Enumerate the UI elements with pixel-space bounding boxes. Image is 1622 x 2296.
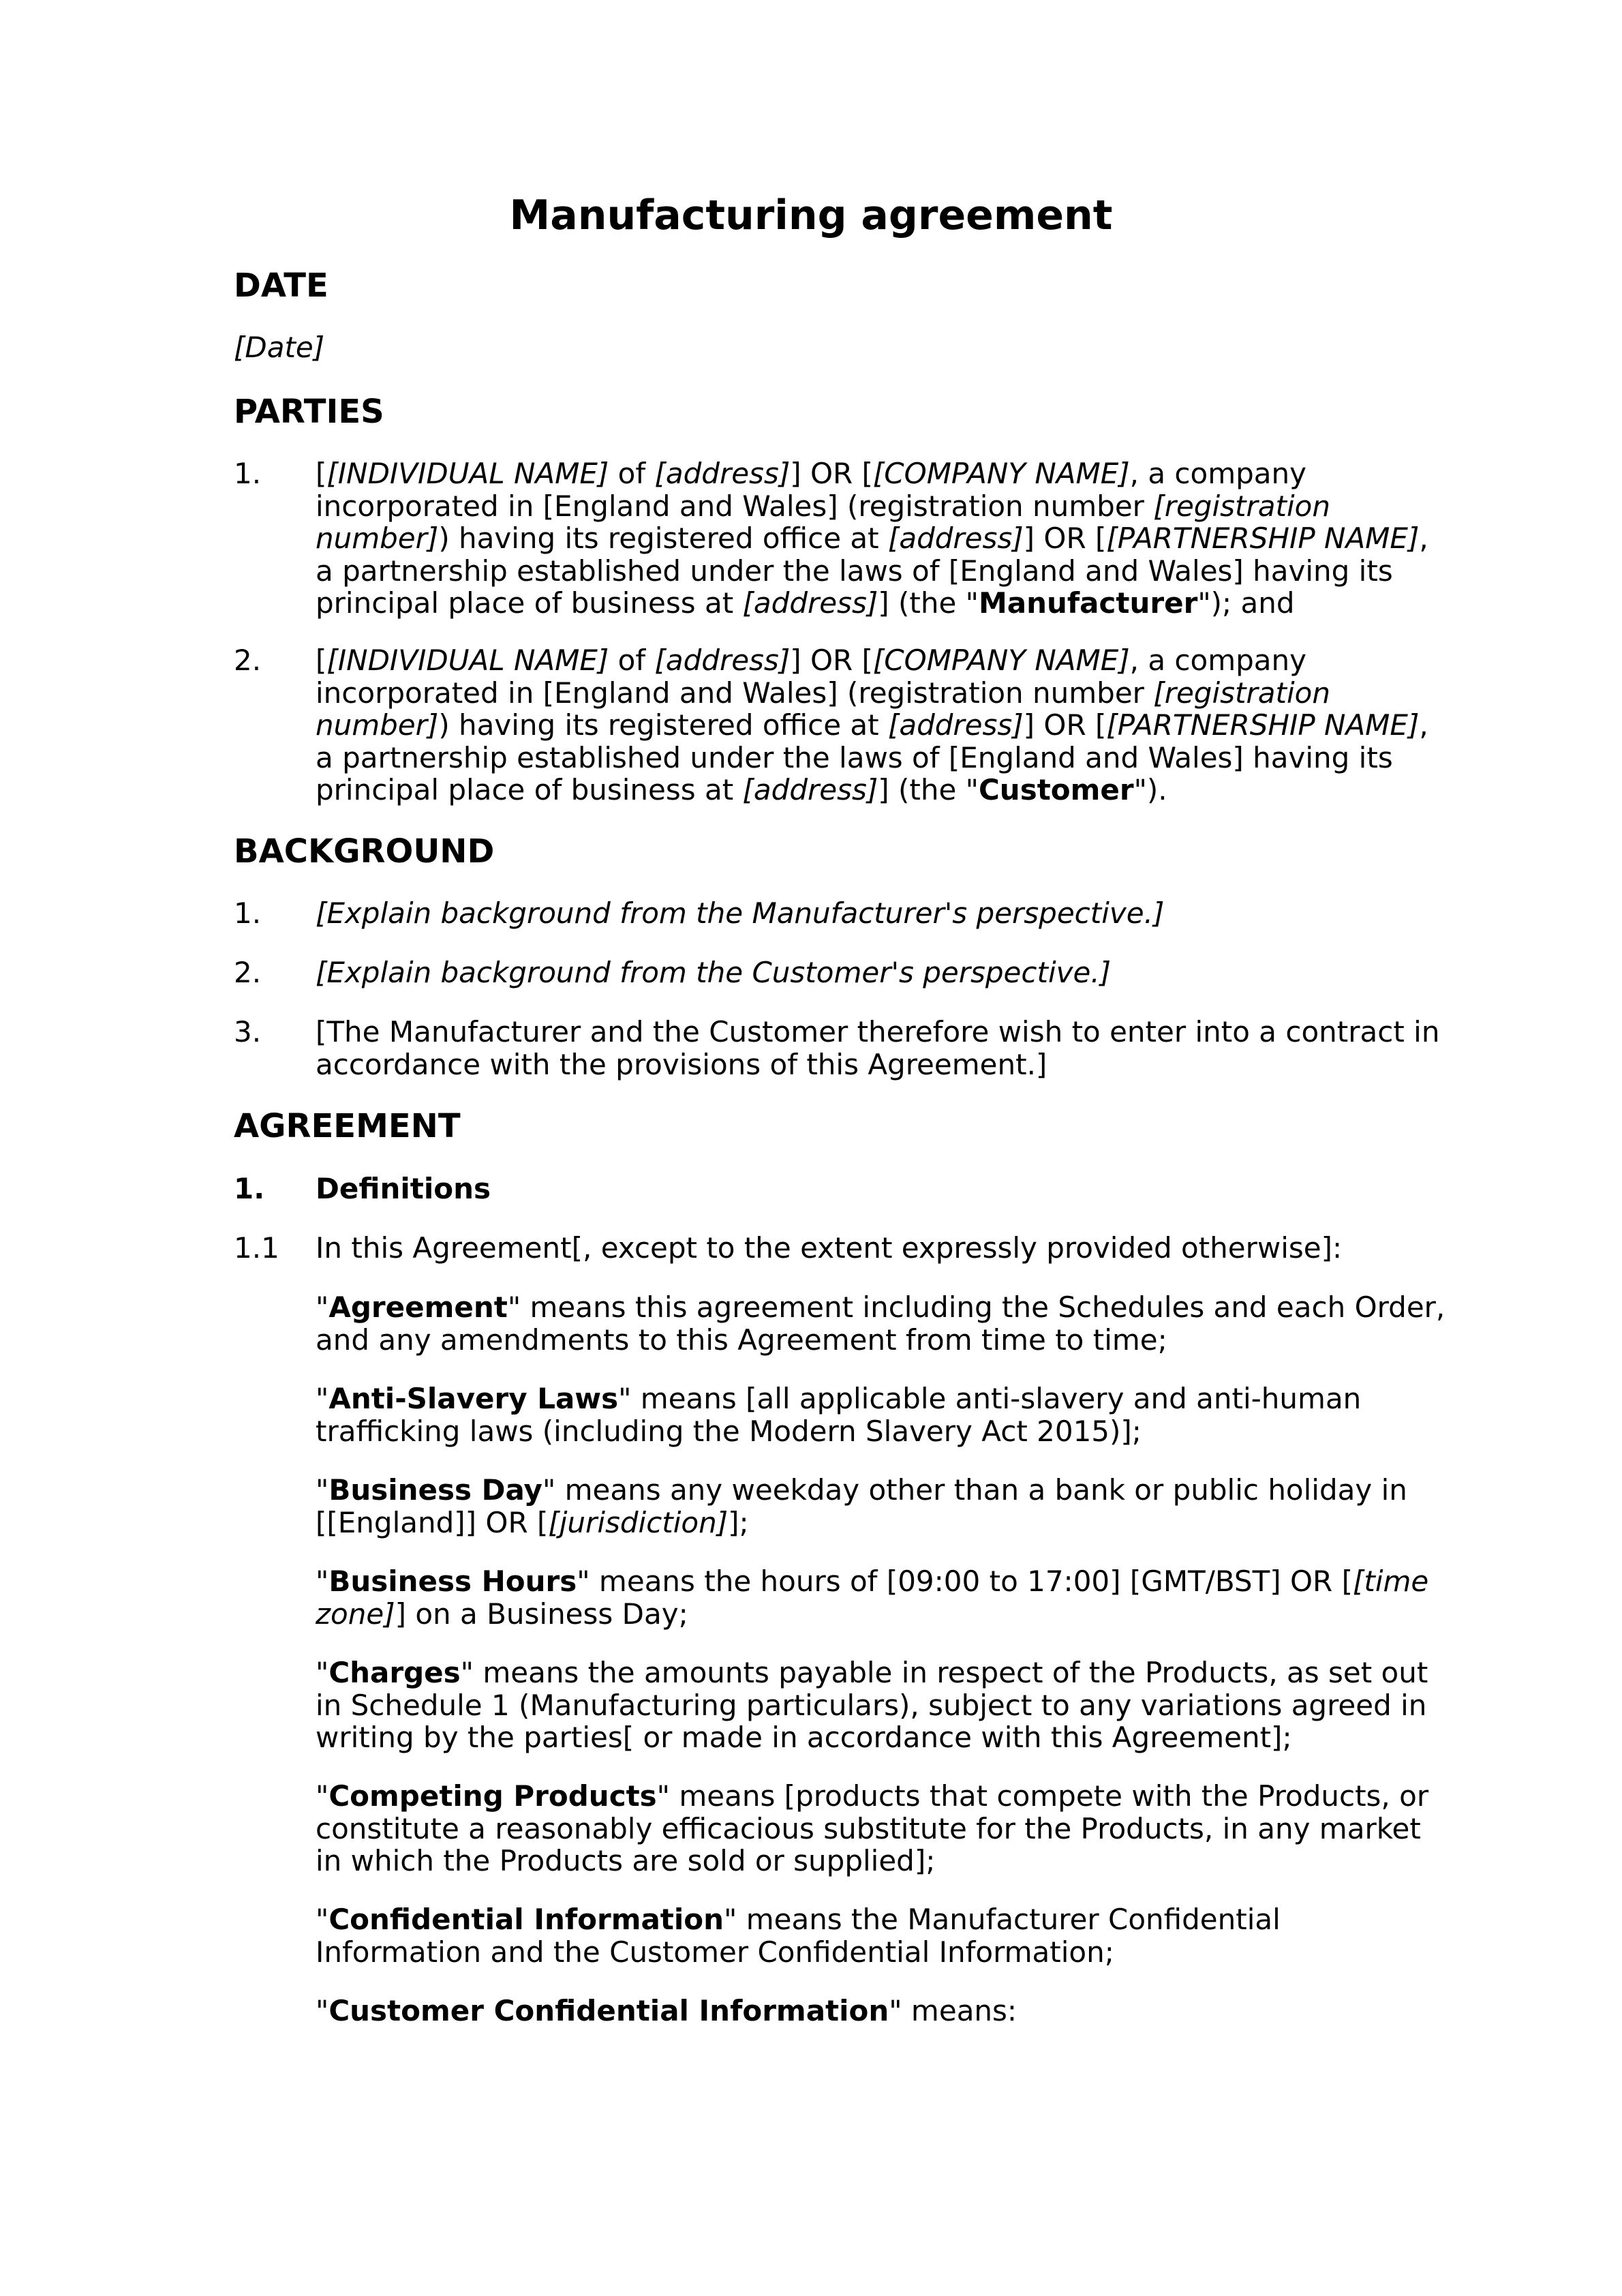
defined-term: Confidential Information (328, 1903, 724, 1936)
defined-term: Charges (328, 1656, 461, 1689)
background-3-number: 3. (234, 1015, 262, 1048)
background-1-text: [Explain background from the Manufacturer's perspective.] (316, 896, 1165, 930)
party-1-number: 1. (234, 457, 262, 490)
definition-agreement: "Agreement" means this agreement including the Schedules and each Order, and any amendments to this Agreement from time to time; (316, 1290, 1445, 1357)
section-1-number: 1. (234, 1172, 265, 1205)
clause-1-1-text: In this Agreement[, except to the extent expressly provided otherwise]: (316, 1231, 1343, 1265)
definition-customer-confidential-information: "Customer Confidential Information" means: (316, 1994, 1017, 2027)
defined-term: Business Hours (328, 1565, 577, 1598)
section-1-title: Definitions (316, 1172, 491, 1205)
definition-business-hours: "Business Hours" means the hours of [09:00 to 17:00] [GMT/BST] OR [[time zone]] on a Business Day; (316, 1565, 1429, 1631)
definition-charges: "Charges" means the amounts payable in respect of the Products, as set out in Schedule 1 (Manufacturing particulars), subject to any variations agreed in writing by the parties[ or made in accordance with this Agreement]; (316, 1656, 1428, 1754)
defined-term: Customer Confidential Information (328, 1994, 889, 2027)
background-2-text: [Explain background from the Customer's perspective.] (316, 956, 1112, 989)
defined-term: Competing Products (328, 1779, 657, 1813)
party-2-number: 2. (234, 644, 262, 677)
defined-term: Agreement (328, 1290, 508, 1324)
definition-anti-slavery-laws: "Anti-Slavery Laws" means [all applicable anti-slavery and anti-human trafficking laws (including the Modern Slavery Act 2015)]; (316, 1382, 1362, 1448)
parties-heading: PARTIES (234, 393, 384, 431)
background-1-number: 1. (234, 896, 262, 930)
date-heading: DATE (234, 267, 328, 305)
defined-term: Anti-Slavery Laws (328, 1382, 619, 1415)
defined-term: Customer (978, 773, 1134, 806)
background-2-number: 2. (234, 956, 262, 989)
definition-business-day: "Business Day" means any weekday other than a bank or public holiday in [[England]] OR [[jurisdiction]]; (316, 1473, 1407, 1539)
background-3-text: [The Manufacturer and the Customer therefore wish to enter into a contract in accordance with the provisions of this Agreement.] (316, 1015, 1440, 1081)
document-title: Manufacturing agreement (509, 192, 1113, 239)
definition-competing-products: "Competing Products" means [products that compete with the Products, or constitute a reasonably efficacious substitute for the Products, in any market in which the Products are sold or supplied]; (316, 1779, 1429, 1877)
date-value: [Date] (234, 331, 325, 364)
party-1-manufacturer: [[INDIVIDUAL NAME] of [address]] OR [[COMPANY NAME], a company incorporated in [England and Wales] (registration number [registration number]) having its registered office at [address]] OR [[PARTNERSHIP NAME], a partnership established under the laws of [England and Wales] having its principal place of business at [address]] (the "Manufacturer"); and (316, 457, 1428, 620)
defined-term: Business Day (328, 1473, 542, 1507)
defined-term: Manufacturer (978, 586, 1198, 620)
agreement-heading: AGREEMENT (234, 1107, 461, 1145)
clause-1-1-number: 1.1 (234, 1231, 279, 1265)
background-heading: BACKGROUND (234, 832, 495, 871)
definition-confidential-information: "Confidential Information" means the Manufacturer Confidential Information and the Customer Confidential Information; (316, 1903, 1281, 1969)
party-2-customer: [[INDIVIDUAL NAME] of [address]] OR [[COMPANY NAME], a company incorporated in [England and Wales] (registration number [registration number]) having its registered office at [address]] OR [[PARTNERSHIP NAME], a partnership established under the laws of [England and Wales] having its principal place of business at [address]] (the "Customer"). (316, 644, 1428, 806)
